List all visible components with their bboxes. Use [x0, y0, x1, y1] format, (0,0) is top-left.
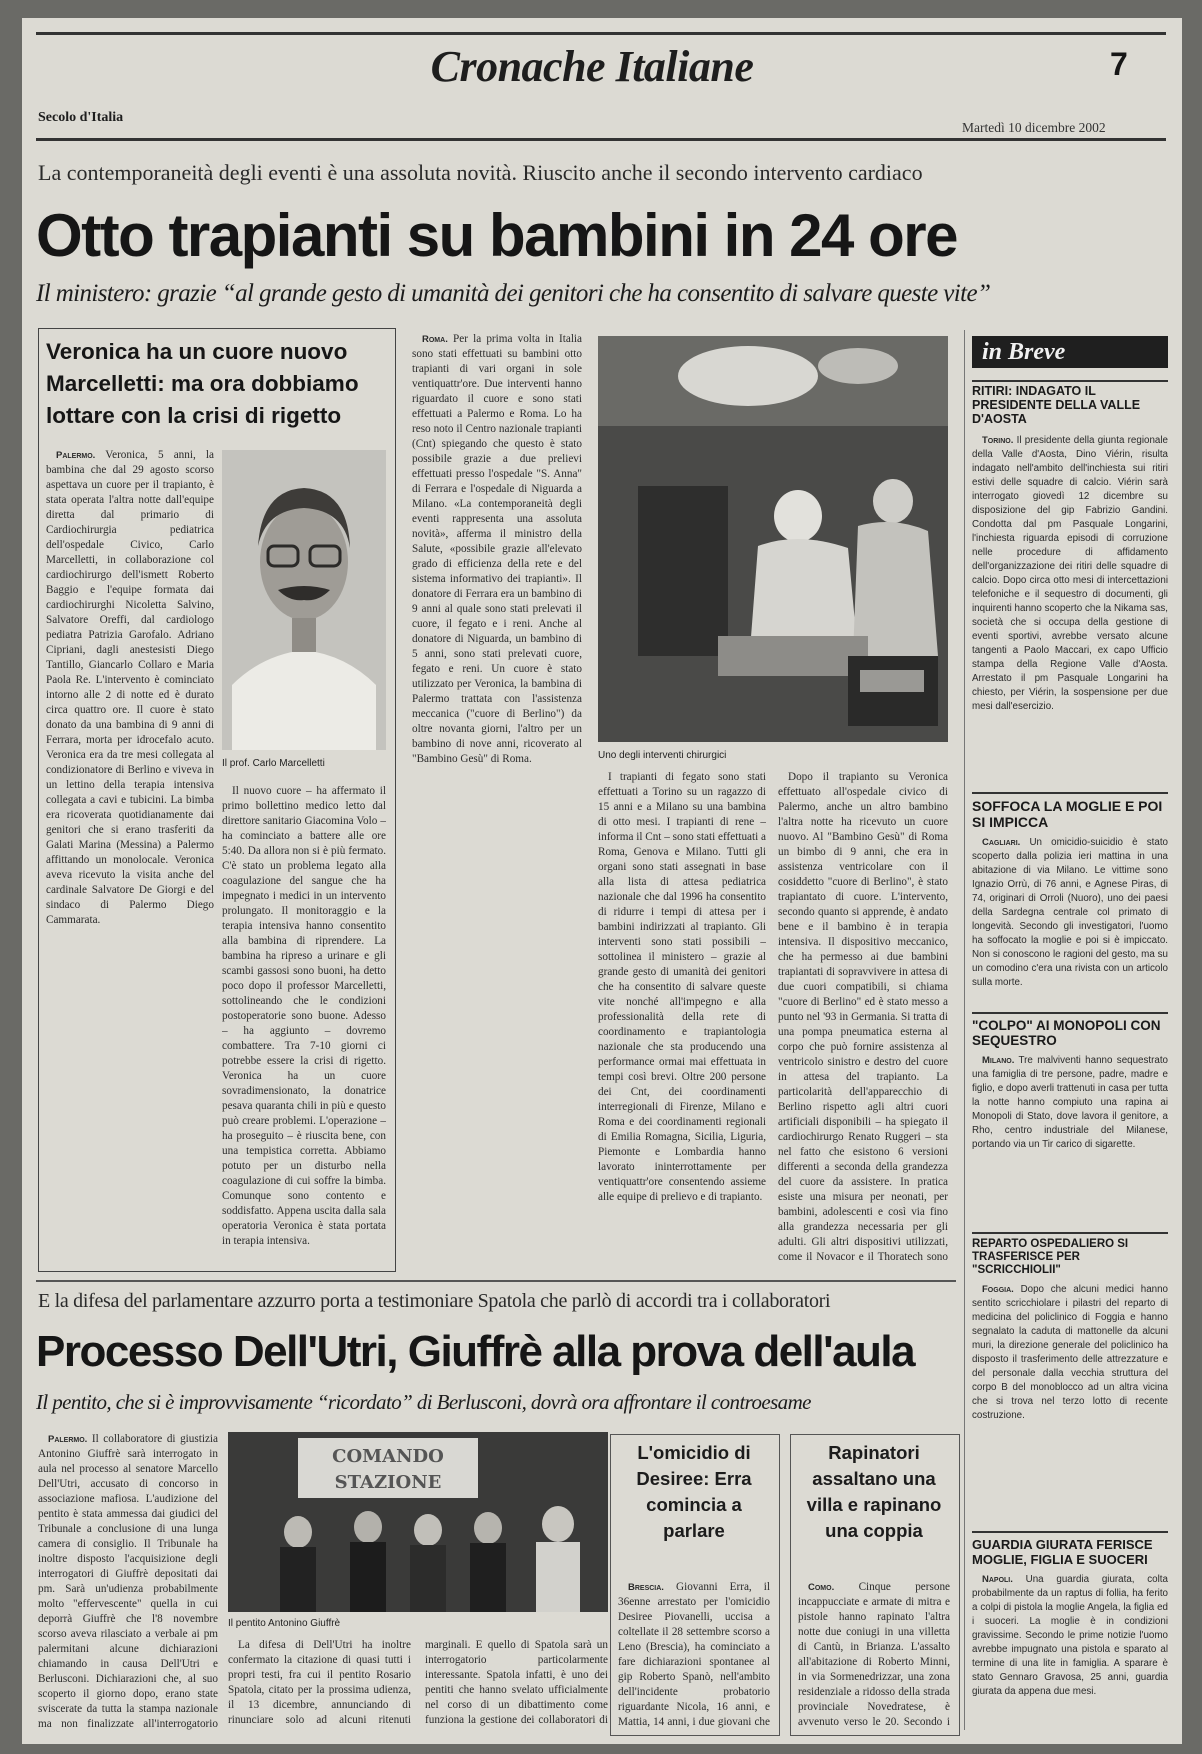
brevi-item-4-dateline: Foggia. [982, 1284, 1014, 1295]
photo-sign-line-1: COMANDO [332, 1446, 444, 1467]
lead-headline: Otto trapianti su bambini in 24 ore [36, 202, 957, 269]
brevi-item-2-dateline: Cagliari. [982, 837, 1021, 848]
second-story-kicker: E la difesa del parlamentare azzurro porta a testimoniare Spatola che parlò di accordi tra i collaboratori [38, 1290, 831, 1312]
main-story-col3 [778, 770, 948, 1264]
brevi-item-3 [972, 1012, 1168, 1222]
main-story-photo-caption: Uno degli interventi chirurgici [598, 750, 727, 761]
brevi-header: in Breve [972, 336, 1168, 368]
brevi-item-2-text: Un omicidio-suicidio è stato scoperto dalla polizia ieri mattina in una abitazione di via Milano. Le vittime sono Ignazio Orrù, di 76 anni, e Agnese Piras, di 74, originari di Orroli (Nuoro), uno dei paesi della Sardegna centrale col primato di longevità. Secondo gli investigatori, l'uomo ha soffocato la moglie e poi si è impiccato. Non si conoscono le ragioni del gesto, ma su un comodino c'era una rivista con un articolo sulla morte. [972, 837, 1168, 988]
desiree-headline: L'omicidio di Desiree: Erra comincia a parlare [636, 1442, 752, 1541]
main-story-text2: I trapianti di fegato sono stati effettuati a Torino su un ragazzo di 15 anni e a Milano su una bambina di otto mesi. I trapianti di rene – informa il Cnt – sono stati effettuati a Roma, Genova e Milano. Tutti gli organi sono stati assegnati in base alla lista di attesa pediatrica nazionale che dal 1996 ha consentito di ridurre i tempi di attesa per i bambini indirizzati al trapianto. Gli interventi sono stati possibili – sottolinea il ministero – grazie al grande gesto di umanità dei genitori che ha consentito di salvare queste vite nonché all'impegno e alla professionalità della rete di coordinamento e trapiantologia nazionale che sta producendo una performance ormai mai effettuata in tempi così brevi. Oltre 200 persone dei Cnt, dei coordinamenti interregionali di Firenze, Milano e Roma e dei coordinamenti regionali di Emilia Romagna, Sicilia, Liguria, Piemonte e Lombardia hanno lavorato ininterrottamente per ventiquattr'ore consentendo assieme alle equipe di prelievo e di trapianto. [598, 771, 766, 1203]
rapina-text: Cinque persone incappucciate e armate di mitra e pistole hanno rapinato l'altra notte due coniugi in una villetta di Cantù, in Brianza. L'assalto all'abitazione di Roberto Minni, in via Sormenedrizzar, una zona residenziale a ridosso della strada provinciale Novedratese, è avvenuto verso le 20. Secondo i [798, 1581, 950, 1728]
surgery-photo [598, 336, 948, 742]
brevi-item-1 [972, 380, 1168, 784]
second-story-col2 [228, 1638, 608, 1734]
brevi-item-5-dateline: Napoli. [982, 1574, 1013, 1585]
lead-deck: Il ministero: grazie “al grande gesto di umanità dei genitori che ha consentito di salvare queste vite” [36, 280, 991, 307]
giuffre-photo [228, 1432, 608, 1612]
second-story-headline: Processo Dell'Utri, Giuffrè alla prova dell'aula [36, 1327, 915, 1376]
photo-sign-line-2: STAZIONE [334, 1472, 442, 1493]
brevi-item-3-title: "COLPO" AI MONOPOLI CON SEQUESTRO [972, 1018, 1161, 1048]
brevi-item-2 [972, 792, 1168, 1004]
second-story-text2: La difesa di Dell'Utri ha inoltre confermato la citazione di quasi tutti i propri testi, fra cui il pentito Rosario Spatola, citato per la prossima udienza, il 13 dicembre, annunciando di rinunciare solo ad alcuni ritenuti marginali. E quello di Spatola sarà un interrogatorio particolarmente interessante. Spatola infatti, è uno dei pentiti che hanno svelato ufficialmente nel corso di un dibattimento come funziona la gestione dei collaboratori di [228, 1639, 608, 1726]
brevi-item-1-dateline: Torino. [982, 435, 1014, 446]
page-number: 7 [1110, 46, 1128, 82]
top-rule [36, 32, 1166, 35]
section-title-text: Cronache Italiane [430, 42, 754, 91]
brevi-item-5-text: Una guardia giurata, colta probabilmente da un raptus di follia, ha ferito a colpi di pistola la moglie Angela, la figlia ed i suoceri. La moglie è in condizioni gravissime. Secondo le prime notizie l'uomo avrebbe impugnato una pistola e sparato al termine di una lite in famiglia. A sparare è stato Gennaro Gravosa, 25 anni, guardia giurata da appena due mesi. [972, 1574, 1168, 1697]
marcelletti-photo [222, 450, 386, 750]
brevi-item-2-title: SOFFOCA LA MOGLIE E POI SI IMPICCA [972, 798, 1163, 830]
second-story-text1: Il collaboratore di giustizia Antonino Giuffrè sarà interrogato in aula nel processo al senatore Marcello Dell'Utri, accusato di concorso in associazione mafiosa. L'audizione del pentito è stata ammessa dai giudici del Tribunale a conclusione di una lunga camera di consiglio. Il Tribunale ha inoltre disposto l'acquisizione degli interrogatori di Giuffrè depositati dai pm. Sarà un'udienza probabilmente molto "effervescente" quella in cui deporrà Giuffrè che l'8 novembre scorso aveva rilasciato a verbale ai pm palermitani alcune dichiarazioni chiamando in causa Dell'Utri e Berlusconi. Dichiarazioni che, al suo scoperto il giorno dopo, erano state sviscerate da tutta la stampa nazionale ma non finalizzate all'interrogatorio [38, 1433, 218, 1730]
side-story-col1 [46, 448, 214, 1248]
surgery-illustration [598, 336, 948, 742]
brevi-item-5 [972, 1531, 1168, 1744]
portrait-illustration [222, 450, 386, 750]
second-story-rule [36, 1280, 956, 1282]
main-story-text3: Dopo il trapianto su Veronica effettuato all'ospedale civico di Palermo, anche un altro bambino l'altra notte ha ricevuto un cuore nuovo. Al "Bambino Gesù" di Roma un bimbo di 9 anni, che era in assistenza ventricolare con il cosiddetto "cuore di Berlino", è stato trapiantato di cuore. L'intervento, secondo quanto si apprende, è andato bene e il bambino è in terapia intensiva. Il dispositivo meccanico, che ha permesso ai due bambini trapiantati di sopravvivere in attesa di due cuori compatibili, si chiama "cuore di Berlino" ed è stato messo a punto nel '93 in Germania. Si tratta di una pompa pneumatica esterna al corpo che può fornire assistenza al ventricolo sinistro e destro del cuore in attesa del trapianto. La particolarità dell'apparecchio di Berlino rispetto agli altri cuori artificiali disponibili – ha spiegato il cardiochirurgo Renato Ruggeri – sta nel fatto che esistono 6 versioni differenti a seconda della grandezza del cuore da assistere. In pratica esiste una misura per neonati, per bambini, adolescenti e così via fino alla grandezza necessaria per gli adulti. Gli altri dispositivi utilizzati, come il Novacor e il Thoratech sono [778, 771, 948, 1263]
section-title [392, 38, 792, 96]
side-story-text2: Il nuovo cuore – ha affermato il primo bollettino medico letto dal direttore sanitario Giacomina Volo – ha cominciato a battere alle ore 5:40. Da allora non si è più fermato. C'è stato un problema legato alla coagulazione del sangue che ha impegnato i medici in un intervento prolungato. Il monitoraggio e la terapia intensiva hanno consentito alla bambina di riprendere. La bambina ha ripreso a urinare e gli scambi gassosi sono buoni, ha detto poco dopo il professor Marcelletti, sottolineando che le condizioni postoperatorie sono buone. Adesso – ha aggiunto – dovremo combattere. Tra 7-10 giorni ci potrebbe essere la crisi di rigetto. Veronica ha un cuore sovradimensionato, la donatrice pesava quaranta chili in più e questo può creare problemi. L'operazione – ha proseguito – è riuscita bene, con una tempistica corretta. Abbiamo potuto per un disturbo nella coagulazione di cui soffre la bimba. Comunque sono contento e soddisfatto. Appena uscita dalla sala operatoria Veronica è stata portata in terapia intensiva. [222, 785, 386, 1247]
rapina-body [798, 1580, 950, 1730]
brevi-item-1-text: Il presidente della giunta regionale della Valle d'Aosta, Dino Viérin, risulta indagato nell'ambito dell'inchiesta sui ritiri estivi delle squadre di calcio. Viérin sarà interrogato giovedì 12 dicembre su disposizione del gip Fabrizio Gandini. Condotta dal pm Pasquale Longarini, l'inchiesta riguarda episodi di corruzione nelle procedure di affidamento dell'organizzazione dei ritiri delle squadre di calcio. Dopo circa otto mesi di intercettazioni telefoniche e il sequestro di documenti, gli inquirenti hanno scoperto che la Nikama sas, società che si occupa della gestione di eventi sportivi, avrebbe versato alcune tangenti a Paolo Maccari, ex capo Ufficio stampa della Regione Valle d'Aosta. Arrestato il pm Pasquale Longarini ha chiesto, per Viérin, la sospensione per due mesi dall'esercizio. [972, 435, 1168, 712]
brevi-divider [964, 330, 965, 1730]
side-story-col2 [222, 784, 386, 1254]
side-story-photo-caption: Il prof. Carlo Marcelletti [222, 758, 325, 769]
side-story-text1: Veronica, 5 anni, la bambina che dal 29 agosto scorso aspettava un cuore per il trapianto, è stata operata l'altra notte dall'equipe diretta dal primario di Cardiochirurgia pediatrica dell'ospedale Civico, Carlo Marcelletti, in collaborazione col cardiochirurgo dell'ismett Roberto Baggio e l'equipe formata dai cardiochirurghi Nicoletta Salvino, Salvatore Oreffi, dal cardiologo pediatra Patrizia Garofalo. Adriano Cipriani, dagli anestesisti Diego Tantillo, Giancarlo Collaro e Maria Paola Re. L'intervento è cominciato intorno alle 2 di notte ed è durato circa quattro ore. Il cuore è stato donato da una bambina di 9 anni di Ferrara, morta per idrocefalo acuto. Veronica era da tre mesi collegata al condizionatore di Berlino e viveva in un lettino della terapia intensiva collegata a cavi e tubicini. La bimba era ricoverata quotidianamente dai genitori che si erano trasferiti da Galati Marina (Messina) a Palermo affittando un monolocale. Veronica aveva ricevuto la visita anche del cardinale Salvatore De Giorgi e del sindaco di Palermo Diego Cammarata. [46, 449, 214, 926]
rapina-dateline: Como. [808, 1582, 835, 1593]
brevi-item-4-text: Dopo che alcuni medici hanno sentito scricchiolare i pilastri del reparto di medicina del policlinico di Foggia e hanno segnalato la caduta di mattonelle da alcuni muri, la direzione generale del policlinico ha disposto il trasferimento delle attrezzature e del personale dalla vecchia struttura del corpo B del monoblocco ad un altra vicina che si trova nel terzo lotto di recente costruzione. [972, 1284, 1168, 1421]
second-story-deck: Il pentito, che si è improvvisamente “ricordato” di Berlusconi, dovrà ora affrontare il controesame [36, 1390, 811, 1414]
second-story-col1 [38, 1432, 218, 1732]
main-story-col2 [598, 770, 766, 1264]
side-story-dateline: Palermo. [56, 450, 96, 461]
brevi-item-4-title: REPARTO OSPEDALIERO SI TRASFERISCE PER "SCRICCHIOLII" [972, 1238, 1129, 1276]
rapina-headline: Rapinatori assaltano una villa e rapinano una coppia [806, 1442, 942, 1541]
desiree-text: Giovanni Erra, il 36enne arrestato per l'omicidio Desiree Piovanelli, uccisa a coltellate il 28 settembre scorso a Leno (Brescia), ha cominciato a fare dichiarazioni spontanee al gip Roberto Spanò, nell'ambito dell'incidente probatorio riguardante Nicola, 16 anni, e Mattia, 14 anni, i due giovani che [618, 1581, 770, 1728]
paper-name: Secolo d'Italia [38, 110, 124, 125]
issue-date: Martedì 10 dicembre 2002 [962, 120, 1106, 135]
brevi-item-1-title: RITIRI: INDAGATO IL PRESIDENTE DELLA VALLE D'AOSTA [972, 384, 1141, 426]
brevi-item-3-text: Tre malviventi hanno sequestrato una famiglia di tre persone, padre, madre e figlio, e dopo averli trattenuti in casa per tutta la notte hanno compiuto una rapina ai Monopoli di Stato, dove lavora il genitore, a Rho, centro industriale del Milanese, portando via un Tir carico di sigarette. [972, 1055, 1168, 1150]
brevi-item-3-dateline: Milano. [982, 1055, 1015, 1066]
second-story-dateline: Palermo. [48, 1434, 88, 1445]
lead-kicker: La contemporaneità degli eventi è una assoluta novità. Riuscito anche il secondo intervento cardiaco [38, 160, 923, 185]
desiree-dateline: Brescia. [628, 1582, 664, 1593]
side-story-headline: Veronica ha un cuore nuovo Marcelletti: ma ora dobbiamo lottare con la crisi di rigetto [46, 339, 359, 428]
main-story-dateline: Roma. [422, 334, 448, 345]
brevi-column [972, 336, 1168, 1736]
carabinieri-illustration [228, 1432, 608, 1612]
second-story-photo-caption: Il pentito Antonino Giuffrè [228, 1618, 341, 1629]
desiree-body [618, 1580, 770, 1730]
brevi-item-5-title: GUARDIA GIURATA FERISCE MOGLIE, FIGLIA E SUOCERI [972, 1537, 1153, 1567]
main-story-col1 [412, 332, 582, 1262]
main-story-text1: Per la prima volta in Italia sono stati effettuati su bambini otto trapianti di vari organi in sole ventiquattr'ore. Due interventi hanno riguardato il cuore e sono stati effettuati a Palermo e Roma. Lo ha reso noto il Centro nazionale trapianti (Cnt) spiegando che questo è stato possibile grazie a due prelievi effettuati presso l'ospedale "S. Anna" di Ferrara e l'ospedale di Niguarda a Milano. «La contemporaneità degli eventi rappresenta una assoluta novità», afferma il ministro della Salute, «possibile grazie all'elevato grado di efficienza della rete e del sistema informativo dei trapianti». Il donatore di Ferrara era un bambino di 9 anni al quale sono stati prelevati il cuore, il fegato e i reni. Anche al donatore di Niguarda, un bambino di 5 anni, sono stati prelevati cuore, fegato e reni. Un cuore è stato utilizzato per Veronica, la bambina di Palermo trattata con l'assistenza meccanica ("cuore di Berlino") da oltre novanta giorni, l'altro per un bambino di nove anni, ricoverato al "Bambino Gesù" di Roma. [412, 333, 582, 765]
masthead-rule [36, 138, 1166, 141]
newspaper-page [22, 18, 1182, 1744]
brevi-item-4 [972, 1232, 1168, 1521]
